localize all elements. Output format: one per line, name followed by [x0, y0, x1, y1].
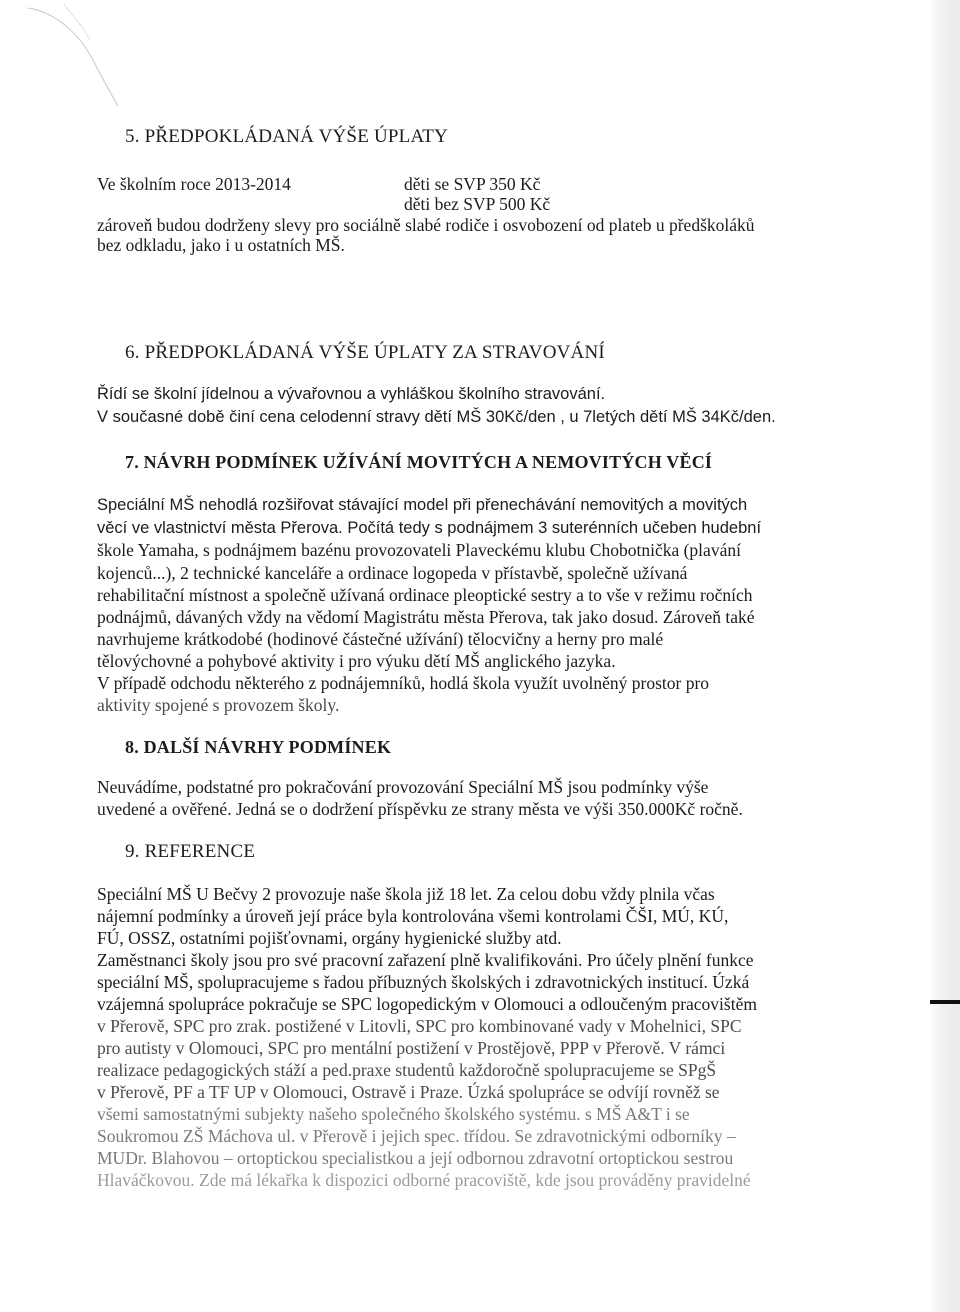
section-9-heading: 9. REFERENCE — [125, 841, 256, 862]
section-9-text-line: realizace pedagogických stáží a ped.praxe studentů každoročně spolupracujeme se SPgŠ — [97, 1060, 717, 1080]
section-9-text-line: Soukromou ZŠ Máchova ul. v Přerově i jejich spec. třídou. Se zdravotnickými odborníky – — [97, 1126, 736, 1146]
section-9-text-line: nájemní podmínky a úroveň její práce byla kontrolována všemi kontrolami ČŠI, MÚ, KÚ, — [97, 906, 729, 926]
section-9-text-line: MUDr. Blahovou – ortoptickou specialistkou a její odbornou zdravotní ortoptickou sestrou — [97, 1148, 734, 1168]
section-9-text-line: speciální MŠ, spolupracujeme s řadou příbuzných školských i zdravotnických institucí. Úzká — [97, 972, 750, 992]
section-5-fee-without-svp: děti bez SVP 500 Kč — [404, 194, 551, 214]
section-5-heading: 5. PŘEDPOKLÁDANÁ VÝŠE ÚPLATY — [125, 126, 448, 147]
section-7-text-line: věcí ve vlastnictví města Přerova. Počítá tedy s podnájmem 3 suterénních učeben hudební — [97, 519, 762, 537]
section-8-text-line: uvedené a ověřené. Jedná se o dodržení příspěvku ze strany města ve výši 350.000Kč ročně. — [97, 799, 743, 819]
section-9-text-line: Speciální MŠ U Bečvy 2 provozuje naše škola již 18 let. Za celou dobu vždy plnila včas — [97, 884, 715, 904]
section-5-fee-with-svp: děti se SVP 350 Kč — [404, 174, 541, 194]
section-9-text-line: pro autisty v Olomouci, SPC pro mentální postižení v Prostějově, PPP v Přerově. V rámci — [97, 1038, 726, 1058]
section-6-text-line: Řídí se školní jídelnou a vývařovnou a vyhláškou školního stravování. — [97, 385, 606, 403]
section-7-text-line: rehabilitační místnost a společně užívaná ordinace pleoptické sestry a to vše v režimu ročních — [97, 585, 753, 605]
scan-edge-mark — [930, 1000, 960, 1004]
section-7-text-line: navrhujeme krátkodobé (hodinové částečné užívání) tělocvičny a herny pro malé — [97, 629, 664, 649]
section-7-text-line: aktivity spojené s provozem školy. — [97, 695, 340, 715]
section-6-text-line: V současné době činí cena celodenní stravy dětí MŠ 30Kč/den , u 7letých dětí MŠ 34Kč/den. — [97, 408, 776, 426]
section-9-text-line: Zaměstnanci školy jsou pro své pracovní zařazení plně kvalifikováni. Pro účely plnění funkce — [97, 950, 754, 970]
section-7-text-line: podnájmů, dávaných vždy na vědomí Magistrátu města Přerova, tak jako dosud. Zároveň také — [97, 607, 755, 627]
section-9-text-line: Hlaváčkovou. Zde má lékařka k dispozici odborné pracoviště, kde jsou prováděny pravidelné — [97, 1170, 751, 1190]
section-5-school-year: Ve školním roce 2013-2014 — [97, 174, 291, 194]
section-8-text-line: Neuvádíme, podstatné pro pokračování provozování Speciální MŠ jsou podmínky výše — [97, 777, 709, 797]
section-7-text-line: škole Yamaha, s podnájmem bazénu provozovateli Plaveckému klubu Chobotnička (plavání — [97, 540, 741, 560]
section-5-text-line: bez odkladu, jako i u ostatních MŠ. — [97, 235, 345, 255]
pen-mark-scribble — [24, 2, 134, 112]
section-9-text-line: v Přerově, PF a TF UP v Olomouci, Ostravě i Praze. Úzká spolupráce se odvíjí rovněž se — [97, 1082, 720, 1102]
section-9-text-line: vzájemná spolupráce pokračuje se SPC logopedickým v Olomouci a odloučeným pracovištěm — [97, 994, 757, 1014]
section-9-text-line: všemi samostatnými subjekty našeho společného školského systému. s MŠ A&T i se — [97, 1104, 690, 1124]
section-7-text-line: V případě odchodu některého z podnájemníků, hodlá škola využít uvolněný prostor pro — [97, 673, 710, 693]
section-7-text-line: kojenců...), 2 technické kanceláře a ordinace logopeda v přístavbě, společně užívaná — [97, 563, 688, 583]
section-7-heading: 7. NÁVRH PODMÍNEK UŽÍVÁNÍ MOVITÝCH A NEMOVITÝCH VĚCÍ — [125, 452, 713, 472]
scan-shadow-edge — [930, 0, 960, 1312]
section-7-text-line: Speciální MŠ nehodlá rozšiřovat stávající model při přenechávání nemovitých a movitých — [97, 496, 748, 514]
section-9-text-line: FÚ, OSSZ, ostatními pojišťovnami, orgány hygienické služby atd. — [97, 928, 562, 948]
section-8-heading: 8. DALŠÍ NÁVRHY PODMÍNEK — [125, 737, 392, 757]
section-6-heading: 6. PŘEDPOKLÁDANÁ VÝŠE ÚPLATY ZA STRAVOVÁNÍ — [125, 342, 605, 363]
section-5-text-line: zároveň budou dodrženy slevy pro sociálně slabé rodiče i osvobození od plateb u předškoláků — [97, 215, 755, 235]
section-7-text-line: tělovýchovné a pohybové aktivity i pro výuku dětí MŠ anglického jazyka. — [97, 651, 616, 671]
section-9-text-line: v Přerově, SPC pro zrak. postižené v Litovli, SPC pro kombinované vady v Mohelnici, SPC — [97, 1016, 742, 1036]
